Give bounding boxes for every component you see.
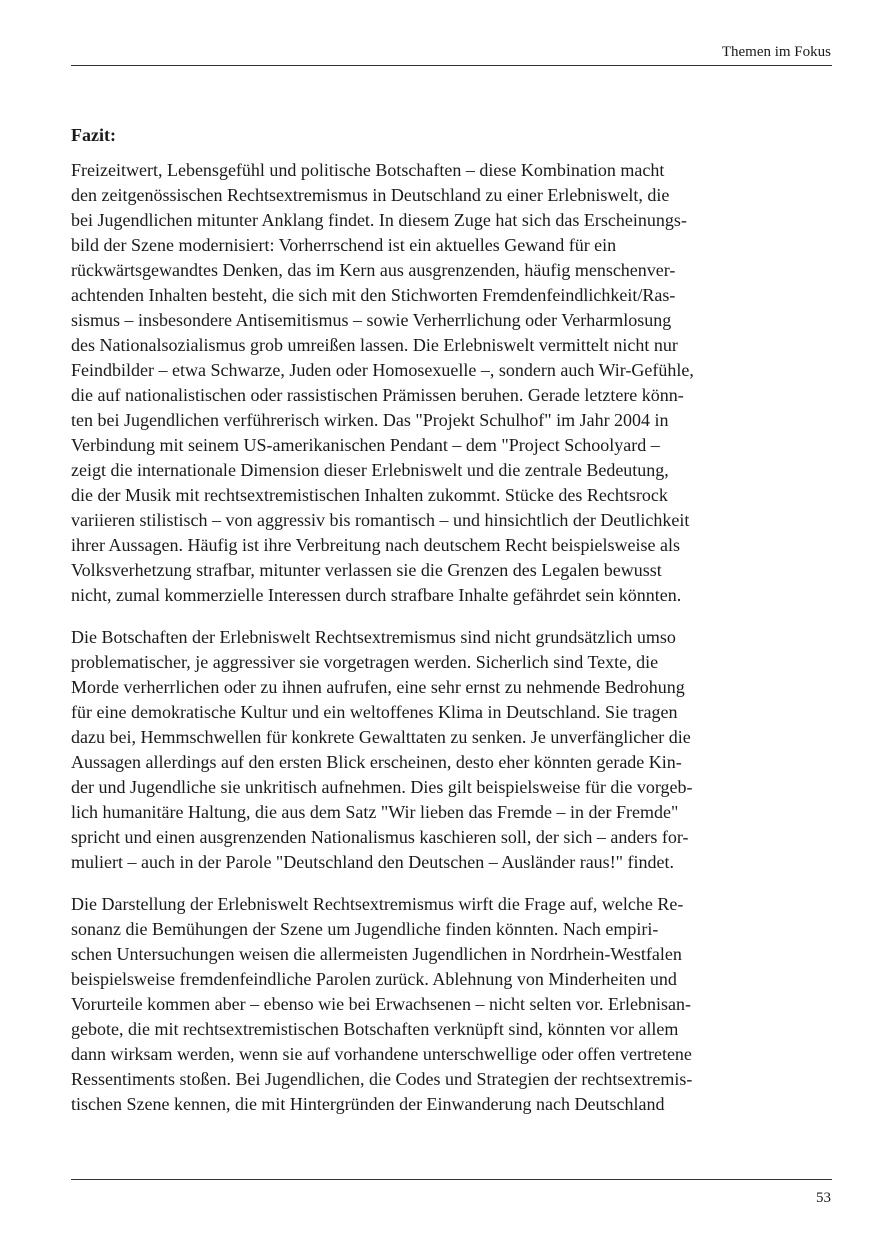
text-line: die auf nationalistischen oder rassistischen Prämissen beruhen. Gerade letztere könn- <box>71 385 684 405</box>
text-line: sismus – insbesondere Antisemitismus – sowie Verherrlichung oder Verharmlosung <box>71 310 672 330</box>
text-line: der und Jugendliche sie unkritisch aufnehmen. Dies gilt beispielsweise für die vorgeb- <box>71 777 693 797</box>
text-line: beispielsweise fremdenfeindliche Parolen zurück. Ablehnung von Minderheiten und <box>71 969 677 989</box>
text-line: Volksverhetzung strafbar, mitunter verlassen sie die Grenzen des Legalen bewusst <box>71 560 662 580</box>
text-line: gebote, die mit rechtsextremistischen Botschaften verknüpft sind, könnten vor allem <box>71 1019 679 1039</box>
text-line: rückwärtsgewandtes Denken, das im Kern aus ausgrenzenden, häufig menschenver- <box>71 260 676 280</box>
paragraph-list <box>71 158 784 1117</box>
text-line: Aussagen allerdings auf den ersten Blick erscheinen, desto eher könnten gerade Kin- <box>71 752 682 772</box>
footer-divider <box>71 1179 832 1180</box>
paragraph <box>71 892 784 1117</box>
text-line: des Nationalsozialismus grob umreißen lassen. Die Erlebniswelt vermittelt nicht nur <box>71 335 678 355</box>
text-line: muliert – auch in der Parole "Deutschland den Deutschen – Ausländer raus!" findet. <box>71 852 675 872</box>
text-line: Freizeitwert, Lebensgefühl und politische Botschaften – diese Kombination macht <box>71 160 665 180</box>
text-line: dazu bei, Hemmschwellen für konkrete Gewalttaten zu senken. Je unverfänglicher die <box>71 727 691 747</box>
text-line: zeigt die internationale Dimension dieser Erlebniswelt und die zentrale Bedeutung, <box>71 460 669 480</box>
running-head-title: Themen im Fokus <box>721 44 831 60</box>
text-line: tischen Szene kennen, die mit Hintergründen der Einwanderung nach Deutschland <box>71 1094 665 1114</box>
text-line: Die Botschaften der Erlebniswelt Rechtsextremismus sind nicht grundsätzlich umso <box>71 627 676 647</box>
text-line: Ressentiments stoßen. Bei Jugendlichen, die Codes und Strategien der rechtsextremis- <box>71 1069 693 1089</box>
text-line: achtenden Inhalten besteht, die sich mit den Stichworten Fremdenfeindlichkeit/Ras- <box>71 285 676 305</box>
text-line: die der Musik mit rechtsextremistischen Inhalten zukommt. Stücke des Rechtsrock <box>71 485 668 505</box>
text-line: ihrer Aussagen. Häufig ist ihre Verbreitung nach deutschem Recht beispielsweise als <box>71 535 681 555</box>
text-line: spricht und einen ausgrenzenden Nationalismus kaschieren soll, der sich – anders for- <box>71 827 689 847</box>
text-line: problematischer, je aggressiver sie vorgetragen werden. Sicherlich sind Texte, die <box>71 652 659 672</box>
text-line: nicht, zumal kommerzielle Interessen durch strafbare Inhalte gefährdet sein könnten. <box>71 585 682 605</box>
text-line: variieren stilistisch – von aggressiv bis romantisch – und hinsichtlich der Deutlichkeit <box>71 510 690 530</box>
text-line: Feindbilder – etwa Schwarze, Juden oder Homosexuelle –, sondern auch Wir-Gefühle, <box>71 360 694 380</box>
section-heading: Fazit: <box>71 125 116 145</box>
text-line: bei Jugendlichen mitunter Anklang findet. In diesem Zuge hat sich das Erscheinungs- <box>71 210 687 230</box>
text-line: Die Darstellung der Erlebniswelt Rechtsextremismus wirft die Frage auf, welche Re- <box>71 894 684 914</box>
text-line: bild der Szene modernisiert: Vorherrschend ist ein aktuelles Gewand für ein <box>71 235 617 255</box>
text-line: schen Untersuchungen weisen die allermeisten Jugendlichen in Nordrhein-Westfalen <box>71 944 682 964</box>
text-line: dann wirksam werden, wenn sie auf vorhandene unterschwellige oder offen vertretene <box>71 1044 692 1064</box>
paragraph <box>71 158 784 608</box>
paragraph <box>71 625 784 875</box>
article-body <box>71 124 784 1134</box>
header-divider <box>71 65 832 66</box>
text-line: Vorurteile kommen aber – ebenso wie bei Erwachsenen – nicht selten vor. Erlebnisan- <box>71 994 691 1014</box>
text-line: Morde verherrlichen oder zu ihnen aufrufen, eine sehr ernst zu nehmende Bedrohung <box>71 677 685 697</box>
text-line: sonanz die Bemühungen der Szene um Jugendliche finden könnten. Nach empiri- <box>71 919 659 939</box>
text-line: Verbindung mit seinem US-amerikanischen Pendant – dem "Project Schoolyard – <box>71 435 660 455</box>
text-line: ten bei Jugendlichen verführerisch wirken. Das "Projekt Schulhof" im Jahr 2004 in <box>71 410 669 430</box>
text-line: lich humanitäre Haltung, die aus dem Satz "Wir lieben das Fremde – in der Fremde" <box>71 802 679 822</box>
text-line: für eine demokratische Kultur und ein weltoffenes Klima in Deutschland. Sie tragen <box>71 702 678 722</box>
text-line: den zeitgenössischen Rechtsextremismus in Deutschland zu einer Erlebniswelt, die <box>71 185 670 205</box>
page-number: 53 <box>816 1190 831 1206</box>
